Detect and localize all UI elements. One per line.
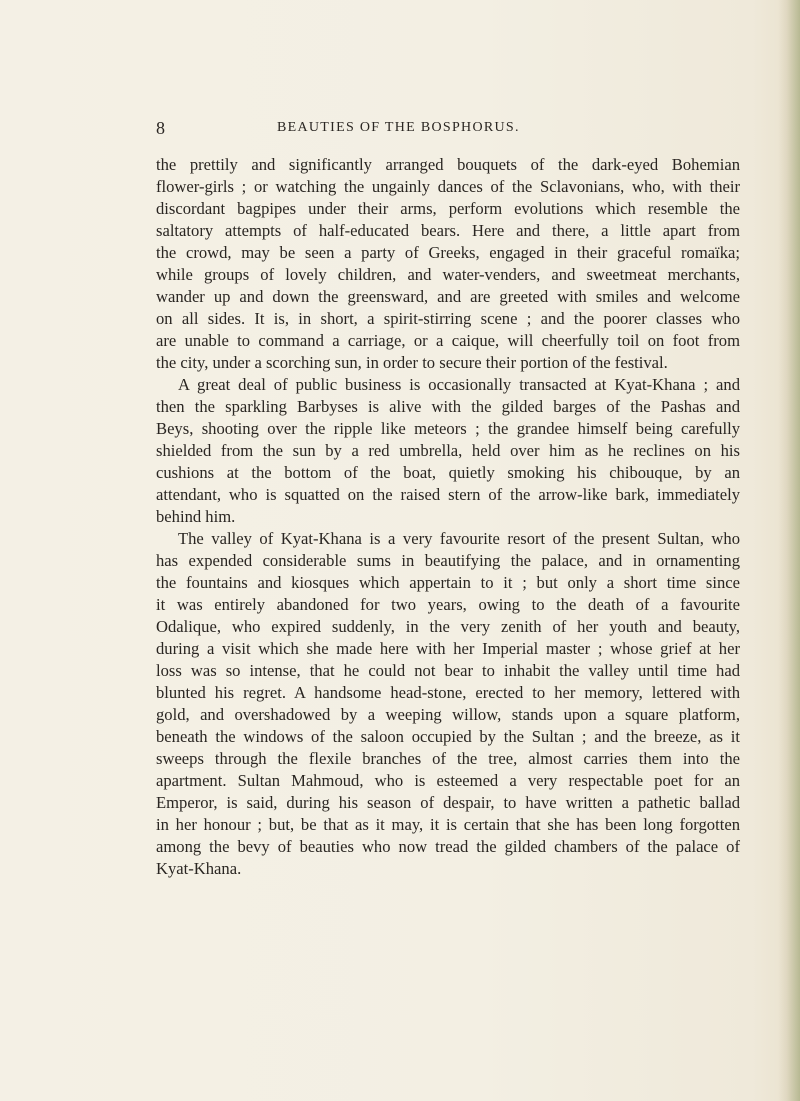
text-line: it was entirely abandoned for two years, owing to the death of a favourite bbox=[156, 595, 740, 614]
text-line: while groups of lovely children, and water-venders, and sweetmeat merchants, bbox=[156, 265, 740, 284]
text-line: Emperor, is said, during his season of despair, to have written a pathetic ballad bbox=[156, 793, 740, 812]
text-line: has expended considerable sums in beautifying the palace, and in ornamenting bbox=[156, 551, 740, 570]
body-text bbox=[156, 154, 740, 880]
text-line: discordant bagpipes under their arms, perform evolutions which resemble the bbox=[156, 199, 740, 218]
text-line: wander up and down the greensward, and are greeted with smiles and welcome bbox=[156, 287, 740, 306]
text-line: on all sides. It is, in short, a spirit-stirring scene ; and the poorer classes who bbox=[156, 309, 740, 328]
text-line: blunted his regret. A handsome head-stone, erected to her memory, lettered with bbox=[156, 683, 740, 702]
text-line: Odalique, who expired suddenly, in the very zenith of her youth and beauty, bbox=[156, 617, 740, 636]
text-line: behind him. bbox=[156, 507, 236, 526]
text-line: in her honour ; but, be that as it may, it is certain that she has been long forgotten bbox=[156, 815, 740, 834]
text-line: the city, under a scorching sun, in order to secure their portion of the festival. bbox=[156, 353, 668, 372]
text-line: beneath the windows of the saloon occupied by the Sultan ; and the breeze, as it bbox=[156, 727, 740, 746]
text-line: The valley of Kyat-Khana is a very favourite resort of the present Sultan, who bbox=[178, 529, 740, 548]
paragraph bbox=[156, 374, 740, 528]
text-line: sweeps through the flexile branches of the tree, almost carries them into the bbox=[156, 749, 740, 768]
text-line: flower-girls ; or watching the ungainly dances of the Sclavonians, who, with their bbox=[156, 177, 740, 196]
running-head: BEAUTIES OF THE BOSPHORUS. bbox=[277, 120, 520, 135]
text-line: cushions at the bottom of the boat, quietly smoking his chibouque, by an bbox=[156, 463, 740, 482]
text-line: saltatory attempts of half-educated bears. Here and there, a little apart from bbox=[156, 221, 740, 240]
text-line: during a visit which she made here with her Imperial master ; whose grief at her bbox=[156, 639, 740, 658]
text-line: are unable to command a carriage, or a caique, will cheerfully toil on foot from bbox=[156, 331, 740, 350]
paragraph bbox=[156, 528, 740, 880]
text-line: the fountains and kiosques which appertain to it ; but only a short time since bbox=[156, 573, 740, 592]
text-line: shielded from the sun by a red umbrella, held over him as he reclines on his bbox=[156, 441, 740, 460]
page-edge-shadow bbox=[778, 0, 800, 1101]
text-line: the prettily and significantly arranged bouquets of the dark-eyed Bohemian bbox=[156, 155, 740, 174]
text-line: Kyat-Khana. bbox=[156, 859, 242, 878]
page-number: 8 bbox=[156, 118, 165, 138]
text-line: apartment. Sultan Mahmoud, who is esteemed a very respectable poet for an bbox=[156, 771, 740, 790]
text-line: Beys, shooting over the ripple like meteors ; the grandee himself being carefully bbox=[156, 419, 740, 438]
page-header bbox=[156, 118, 716, 142]
text-line: among the bevy of beauties who now tread the gilded chambers of the palace of bbox=[156, 837, 740, 856]
text-line: attendant, who is squatted on the raised stern of the arrow-like bark, immediately bbox=[156, 485, 740, 504]
text-line: loss was so intense, that he could not bear to inhabit the valley until time had bbox=[156, 661, 740, 680]
text-line: A great deal of public business is occasionally transacted at Kyat-Khana ; and bbox=[178, 375, 740, 394]
text-line: gold, and overshadowed by a weeping willow, stands upon a square platform, bbox=[156, 705, 740, 724]
text-line: then the sparkling Barbyses is alive with the gilded barges of the Pashas and bbox=[156, 397, 740, 416]
paragraph bbox=[156, 154, 740, 374]
text-line: the crowd, may be seen a party of Greeks, engaged in their graceful romaïka; bbox=[156, 243, 740, 262]
